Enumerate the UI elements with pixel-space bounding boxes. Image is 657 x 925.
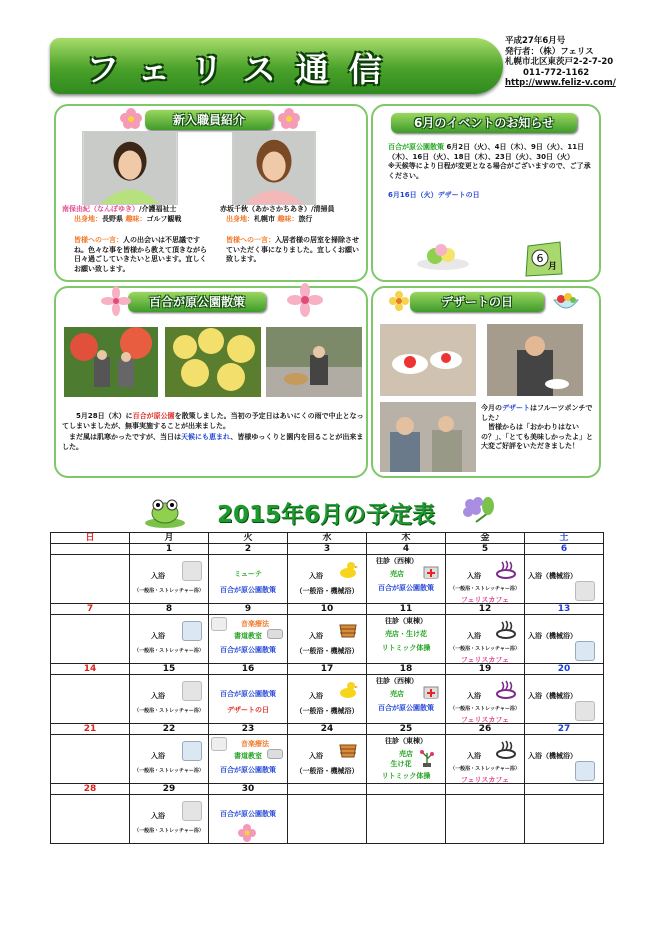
weekday-sat: 土	[525, 533, 604, 544]
day-cell	[51, 735, 130, 784]
staff-1-message: 人の出会いは不思議ですね。色々な事を皆様から教えて頂きながら日々過ごしていきたいと思います。宜しくお願い致します。	[74, 236, 207, 273]
bath-machine-icon	[575, 641, 595, 661]
dessert-photo-1	[380, 324, 476, 396]
publisher-url[interactable]: http://www.feliz-v.com/	[505, 78, 616, 88]
hot-spring-icon	[496, 619, 516, 639]
weekday-mon: 月	[130, 533, 209, 544]
fruit-bowl-icon	[552, 290, 580, 312]
day-cell: ミューテ 百合が原公園散策	[209, 555, 288, 604]
event-row	[51, 735, 604, 784]
date-row: 21 22 23 24 25 26 27	[51, 724, 604, 735]
flower-icon	[117, 104, 145, 134]
day-cell	[446, 795, 525, 844]
day-cell: 入浴（機械浴）	[525, 555, 604, 604]
date-row: 14 15 16 17 18 19 20	[51, 664, 604, 675]
park-walk-text: 5月28日（木）に百合が原公園を散策しました。当初の予定日はあいにくの雨で中止となってしまいましたが、無事実施することが出来ました。 まだ風は肌寒かったですが、当日は天候にも恵まれ、皆様ゆっくりと園内を回ることが出来ました。	[62, 412, 364, 451]
day-cell	[51, 615, 130, 664]
ikebana-icon	[419, 749, 435, 767]
day-cell: 音楽療法 書道教室 百合が原公園散策	[209, 615, 288, 664]
event-row	[51, 615, 604, 664]
flower-icon	[237, 823, 257, 843]
calendar-title: 2015年6月の予定表	[216, 502, 436, 528]
day-cell: 入浴（機械浴）	[525, 675, 604, 724]
staff-1-info: 南保由紀（なんぼゆき）/介護福祉士 出身地：長野県 趣味：ゴルフ観戦 皆様への一言：人の出会いは不思議ですね。色々な事を皆様から教えて頂きながら日々過ごしていきたいと思います。宜しくお願い致します。	[62, 205, 207, 273]
event-row	[51, 675, 604, 724]
event-row	[51, 555, 604, 604]
day-cell: 入浴 （一般浴・ストレッチャー浴）	[130, 795, 209, 844]
day-cell: 入浴 （一般浴・ストレッチャー浴） フェリスカフェ	[446, 675, 525, 724]
date-row: 28 29 30	[51, 784, 604, 795]
day-cell: 入浴 （一般浴・ストレッチャー浴）	[130, 675, 209, 724]
dessert-photo-2	[487, 324, 583, 396]
weekday-tue: 火	[209, 533, 288, 544]
day-cell	[525, 795, 604, 844]
publisher-name: 発行者：（株）フェリス	[505, 46, 594, 57]
dessert-day-heading: デザートの日	[410, 292, 544, 312]
flower-icon	[275, 104, 303, 134]
day-cell: 入浴（機械浴）	[525, 615, 604, 664]
day-cell: 入浴 （一般浴・ストレッチャー浴）	[130, 555, 209, 604]
date-row: 7 8 9 10 11 12 13	[51, 604, 604, 615]
date-row: 1 2 3 4 5 6	[51, 544, 604, 555]
weekday-wed: 水	[288, 533, 367, 544]
hydrangea-icon	[458, 492, 494, 526]
flower-icon	[101, 286, 131, 316]
day-cell: 入浴 （一般浴・機械浴）	[288, 675, 367, 724]
calendar-month-icon	[522, 240, 566, 278]
frog-icon	[144, 495, 186, 529]
weekday-fri: 金	[446, 533, 525, 544]
bath-icon	[182, 741, 202, 761]
bath-bucket-icon	[338, 619, 358, 639]
bath-icon	[182, 561, 202, 581]
events-note: ※天候等により日程が変更となる場合がございますので、ご了承ください。	[388, 162, 591, 180]
day-cell: 入浴 （一般浴・機械浴）	[288, 735, 367, 784]
day-cell	[288, 795, 367, 844]
rubber-duck-icon	[338, 679, 358, 699]
day-cell	[51, 555, 130, 604]
schedule-calendar	[50, 532, 604, 844]
bath-machine-icon	[575, 581, 595, 601]
events-body	[388, 143, 596, 201]
staff-2-message: 入居者様の居室を掃除させていただく事になりました。宜しくお願い致します。	[226, 236, 359, 263]
calendar-month-badge: 月	[548, 262, 558, 272]
events-dessert-day: 6月16日（火）デザートの日	[388, 191, 480, 199]
day-cell: 入浴 （一般浴・機械浴）	[288, 555, 367, 604]
day-cell: 百合が原公園散策	[209, 795, 288, 844]
dessert-icon	[415, 238, 471, 272]
day-cell: 百合が原公園散策 デザートの日	[209, 675, 288, 724]
weekday-header	[51, 533, 604, 544]
newsletter-title: フェリス通信	[86, 50, 402, 89]
day-cell: 入浴 （一般浴・機械浴）	[288, 615, 367, 664]
publisher-phone: 011-772-1162	[523, 67, 590, 78]
issue-date: 平成27年6月号	[505, 36, 566, 46]
event-row	[51, 795, 604, 844]
day-cell: 入浴 （一般浴・ストレッチャー浴）	[130, 615, 209, 664]
day-cell: 入浴 （一般浴・ストレッチャー浴）	[130, 735, 209, 784]
park-photo-3	[266, 327, 362, 397]
park-photo-2	[165, 327, 261, 397]
day-cell: 入浴 （一般浴・ストレッチャー浴） フェリスカフェ	[446, 555, 525, 604]
hot-spring-icon	[496, 739, 516, 759]
flower-icon	[388, 290, 410, 312]
hot-spring-icon	[496, 559, 516, 579]
day-cell: 往診（東棟） 売店 生け花 リトミック体操	[367, 735, 446, 784]
day-cell: 入浴 （一般浴・ストレッチャー浴） フェリスカフェ	[446, 735, 525, 784]
day-cell: 入浴（機械浴）	[525, 735, 604, 784]
bath-machine-icon	[575, 701, 595, 721]
dessert-photo-3	[380, 402, 476, 472]
weekday-sun: 日	[51, 533, 130, 544]
day-cell	[51, 795, 130, 844]
events-heading: 6月のイベントのお知らせ	[391, 113, 577, 133]
staff-photo-2	[232, 131, 316, 205]
day-cell	[367, 795, 446, 844]
brush-icon	[267, 749, 283, 759]
staff-intro-heading: 新入職員紹介	[145, 110, 273, 130]
bath-icon	[182, 681, 202, 701]
bath-bucket-icon	[338, 739, 358, 759]
hot-spring-icon	[496, 679, 516, 699]
park-walk-heading: 百合が原公園散策	[128, 292, 266, 312]
events-park-dates: 6月2日（火）、4日（木）、9日（火）、11日（木）、16日（火）、18日（木）、23日（火）、30日（火）	[388, 143, 585, 161]
brush-icon	[267, 629, 283, 639]
day-cell: 往診（西棟） 売店 百合が原公園散策	[367, 675, 446, 724]
staff-photo-1	[82, 131, 178, 205]
staff-2-name: 赤坂千秋（あかさかちあき）	[220, 205, 311, 213]
bath-icon	[182, 801, 202, 821]
day-cell: 往診（西棟） 売店 百合が原公園散策	[367, 555, 446, 604]
dessert-day-text: 今月のデザートはフルーツポンチでした♪ 皆様からは「おかわりはないの？」、「とても美味しかったよ」と大変ご好評をいただきました！	[481, 404, 593, 450]
day-cell	[51, 675, 130, 724]
weekday-thu: 木	[367, 533, 446, 544]
bath-icon	[182, 621, 202, 641]
staff-2-info: 赤坂千秋（あかさかちあき）/清掃員 出身地：札幌市 趣味：旅行 皆様への一言：入居者様の居室を掃除させていただく事になりました。宜しくお願い致します。	[220, 205, 359, 263]
day-cell: 音楽療法 書道教室 百合が原公園散策	[209, 735, 288, 784]
park-photo-1	[64, 327, 158, 397]
day-cell: 往診（東棟） 売店・生け花 リトミック体操	[367, 615, 446, 664]
bath-machine-icon	[575, 761, 595, 781]
svg-text:6: 6	[536, 252, 544, 265]
publisher-info	[505, 36, 655, 89]
rubber-duck-icon	[338, 559, 358, 579]
day-cell: 入浴 （一般浴・ストレッチャー浴） フェリスカフェ	[446, 615, 525, 664]
staff-1-name: 南保由紀（なんぼゆき）	[62, 205, 139, 213]
publisher-address: 札幌市北区東茨戸2-2-7-20	[505, 57, 614, 67]
events-park-label: 百合が原公園散策	[388, 143, 444, 151]
flower-icon	[287, 283, 323, 317]
